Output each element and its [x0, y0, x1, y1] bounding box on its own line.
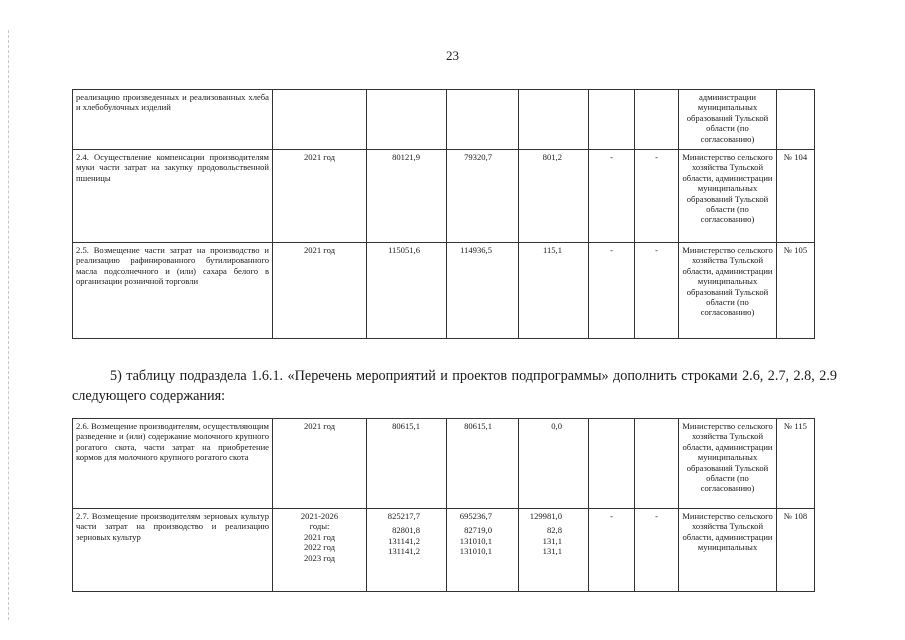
- table-row: [73, 150, 815, 243]
- measures-table-continued: [72, 89, 815, 339]
- regional-amount-cell-line: 129981,0: [529, 511, 562, 521]
- federal-amount-cell-line: 82719,0: [464, 525, 492, 536]
- table2-body: [73, 419, 815, 592]
- federal-amount-cell-line: 695236,7: [459, 511, 492, 521]
- column-6-cell: -: [635, 243, 679, 339]
- column-6-cell: -: [635, 150, 679, 243]
- executor-cell: администрации муниципальных образований Тульской области (по согласованию): [679, 90, 777, 150]
- column-5-cell: -: [589, 509, 635, 592]
- measure-name-cell: 2.5. Возмещение части затрат на производство и реализацию рафинированного бутилированного масла подсолнечного и (или) сахара белого в организации розничной торговли: [73, 243, 273, 339]
- period-cell-line: 2021 год: [303, 531, 336, 542]
- period-cell-line: годы:: [309, 521, 330, 532]
- total-amount-cell: [367, 419, 447, 509]
- federal-amount-cell: [447, 509, 519, 592]
- total-amount-cell-line: 82801,8: [392, 525, 420, 536]
- federal-amount-cell-line: 114936,5: [460, 245, 492, 255]
- amendment-paragraph: 5) таблицу подраздела 1.6.1. «Перечень мероприятий и проектов подпрограммы» дополнить строками 2.6, 2.7, 2.8, 2.9 следующего содержания:: [72, 368, 837, 404]
- table-row: [73, 90, 815, 150]
- total-amount-cell: [367, 509, 447, 592]
- total-amount-cell-line: 825217,7: [387, 511, 420, 521]
- federal-amount-cell-line: 131010,1: [459, 535, 492, 546]
- link-number-cell: № 108: [777, 509, 815, 592]
- federal-amount-cell-line: 80615,1: [464, 421, 492, 431]
- executor-cell: Министерство сельского хозяйства Тульской области, администрации муниципальных: [679, 509, 777, 592]
- period-cell: [273, 90, 367, 150]
- federal-amount-cell-line: 131010,1: [459, 546, 492, 557]
- measure-name-cell: 2.6. Возмещение производителям, осуществляющим разведение и (или) содержание молочного крупного рогатого скота, части затрат на приобретение кормов для молочного крупного рогатого скота: [73, 419, 273, 509]
- measure-name-cell: 2.4. Осуществление компенсации производителям муки части затрат на закупку продовольственной пшеницы: [73, 150, 273, 243]
- executor-cell: Министерство сельского хозяйства Тульской области, администрации муниципальных образований Тульской области (по согласованию): [679, 419, 777, 509]
- regional-amount-cell-line: 115,1: [542, 245, 562, 255]
- regional-amount-cell-line: 131,1: [542, 535, 562, 546]
- federal-amount-cell: [447, 90, 519, 150]
- regional-amount-cell-line: 801,2: [542, 152, 562, 162]
- federal-amount-cell: [447, 419, 519, 509]
- federal-amount-cell: [447, 150, 519, 243]
- period-cell: [273, 419, 367, 509]
- column-5-cell: -: [589, 243, 635, 339]
- table-row: [73, 243, 815, 339]
- regional-amount-cell: [519, 243, 589, 339]
- regional-amount-cell-line: 0,0: [551, 421, 562, 431]
- regional-amount-cell: [519, 90, 589, 150]
- measure-name-cell: 2.7. Возмещение производителям зерновых культур части затрат на производство и реализацию зерновых культур: [73, 509, 273, 592]
- link-number-cell: № 104: [777, 150, 815, 243]
- total-amount-cell-line: 80121,9: [392, 152, 420, 162]
- measures-table-new-rows: [72, 418, 815, 592]
- page-number: 23: [446, 48, 459, 63]
- scan-edge-marks: [8, 30, 11, 620]
- total-amount-cell: [367, 243, 447, 339]
- total-amount-cell-line: 131141,2: [388, 546, 420, 557]
- period-cell: [273, 243, 367, 339]
- total-amount-cell-line: 80615,1: [392, 421, 420, 431]
- regional-amount-cell: [519, 509, 589, 592]
- period-cell: [273, 509, 367, 592]
- period-cell-line: 2021 год: [303, 245, 336, 255]
- table-row: [73, 419, 815, 509]
- period-cell-line: 2022 год: [303, 542, 336, 553]
- column-5-cell: [589, 90, 635, 150]
- column-5-cell: [589, 419, 635, 509]
- executor-cell: Министерство сельского хозяйства Тульской области, администрации муниципальных образований Тульской области (по согласованию): [679, 150, 777, 243]
- table-row: [73, 509, 815, 592]
- executor-cell: Министерство сельского хозяйства Тульской области, администрации муниципальных образований Тульской области (по согласованию): [679, 243, 777, 339]
- column-5-cell: -: [589, 150, 635, 243]
- period-cell-line: 2021 год: [303, 421, 336, 431]
- regional-amount-cell: [519, 150, 589, 243]
- regional-amount-cell: [519, 419, 589, 509]
- regional-amount-cell-line: 82,8: [546, 525, 562, 536]
- link-number-cell: № 115: [777, 419, 815, 509]
- link-number-cell: № 105: [777, 243, 815, 339]
- column-6-cell: -: [635, 509, 679, 592]
- federal-amount-cell: [447, 243, 519, 339]
- measure-name-cell: реализацию произведенных и реализованных хлеба и хлебобулочных изделий: [73, 90, 273, 150]
- total-amount-cell: [367, 90, 447, 150]
- link-number-cell: [777, 90, 815, 150]
- column-6-cell: [635, 419, 679, 509]
- regional-amount-cell-line: 131,1: [542, 546, 562, 557]
- period-cell-line: 2023 год: [303, 552, 336, 563]
- period-cell: [273, 150, 367, 243]
- column-6-cell: [635, 90, 679, 150]
- total-amount-cell: [367, 150, 447, 243]
- total-amount-cell-line: 115051,6: [388, 245, 420, 255]
- total-amount-cell-line: 131141,2: [388, 535, 420, 546]
- period-cell-line: 2021 год: [303, 152, 336, 162]
- table1-body: [73, 90, 815, 339]
- federal-amount-cell-line: 79320,7: [464, 152, 492, 162]
- period-cell-line: 2021-2026: [300, 511, 339, 521]
